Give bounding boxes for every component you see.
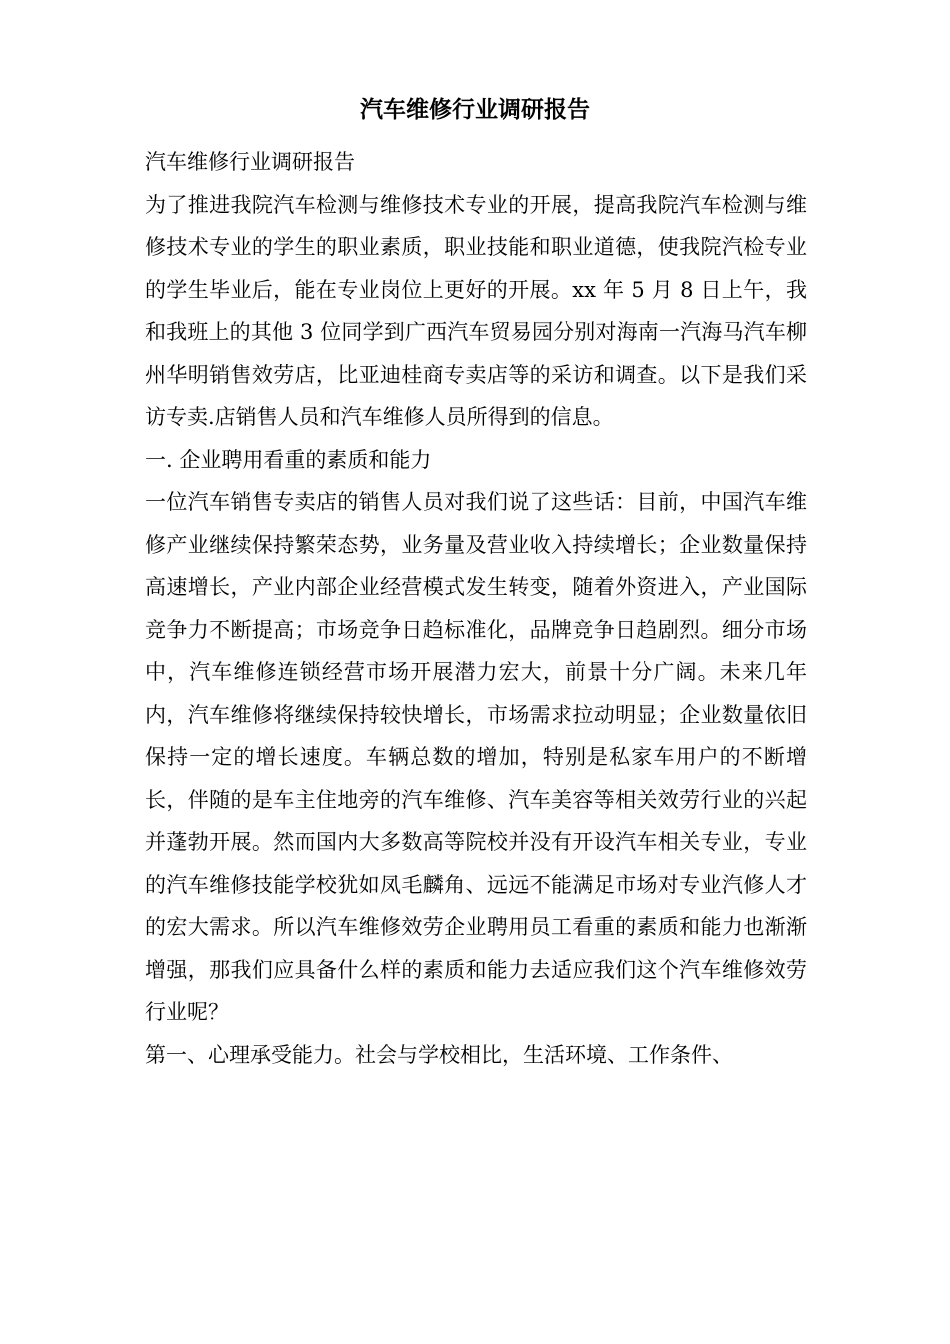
paragraph-first-point: 第一、心理承受能力。社会与学校相比，生活环境、工作条件、: [145, 1042, 733, 1067]
section-heading-1: 一. 企业聘用看重的素质和能力: [145, 447, 432, 472]
document-title: 汽车维修行业调研报告: [360, 96, 590, 123]
paragraph-intro: 为了推进我院汽车检测与维修技术专业的开展，提高我院汽车检测与维修技术专业的学生的职业素质，职业技能和职业道德，使我院汽检专业的学生毕业后，能在专业岗位上更好的开展。xx 年 5 月 8 日上午，我和我班上的其他 3 位同学到广西汽车贸易园分别对海南一汽海马汽车柳州华明销售效劳店，比亚迪桂商专卖店等的采访和调查。以下是我们采访专卖.店销售人员和汽车维修人员所得到的信息。: [145, 192, 807, 429]
document-body: [145, 141, 807, 1076]
paragraph-interview: 一位汽车销售专卖店的销售人员对我们说了这些话：目前，中国汽车维修产业继续保持繁荣态势，业务量及营业收入持续增长；企业数量保持高速增长，产业内部企业经营模式发生转变，随着外资进入，产业国际竞争力不断提高；市场竞争日趋标准化，品牌竞争日趋剧烈。细分市场中，汽车维修连锁经营市场开展潜力宏大，前景十分广阔。未来几年内，汽车维修将继续保持较快增长，市场需求拉动明显；企业数量依旧保持一定的增长速度。车辆总数的增加，特别是私家车用户的不断增长，伴随的是车主住地旁的汽车维修、汽车美容等相关效劳行业的兴起并蓬勃开展。然而国内大多数高等院校并没有开设汽车相关专业，专业的汽车维修技能学校犹如凤毛麟角、远远不能满足市场对专业汽修人才的宏大需求。所以汽车维修效劳企业聘用员工看重的素质和能力也渐渐增强，那我们应具备什么样的素质和能力去适应我们这个汽车维修效劳行业呢？: [145, 490, 807, 1024]
paragraph-subtitle: 汽车维修行业调研报告: [145, 150, 355, 174]
